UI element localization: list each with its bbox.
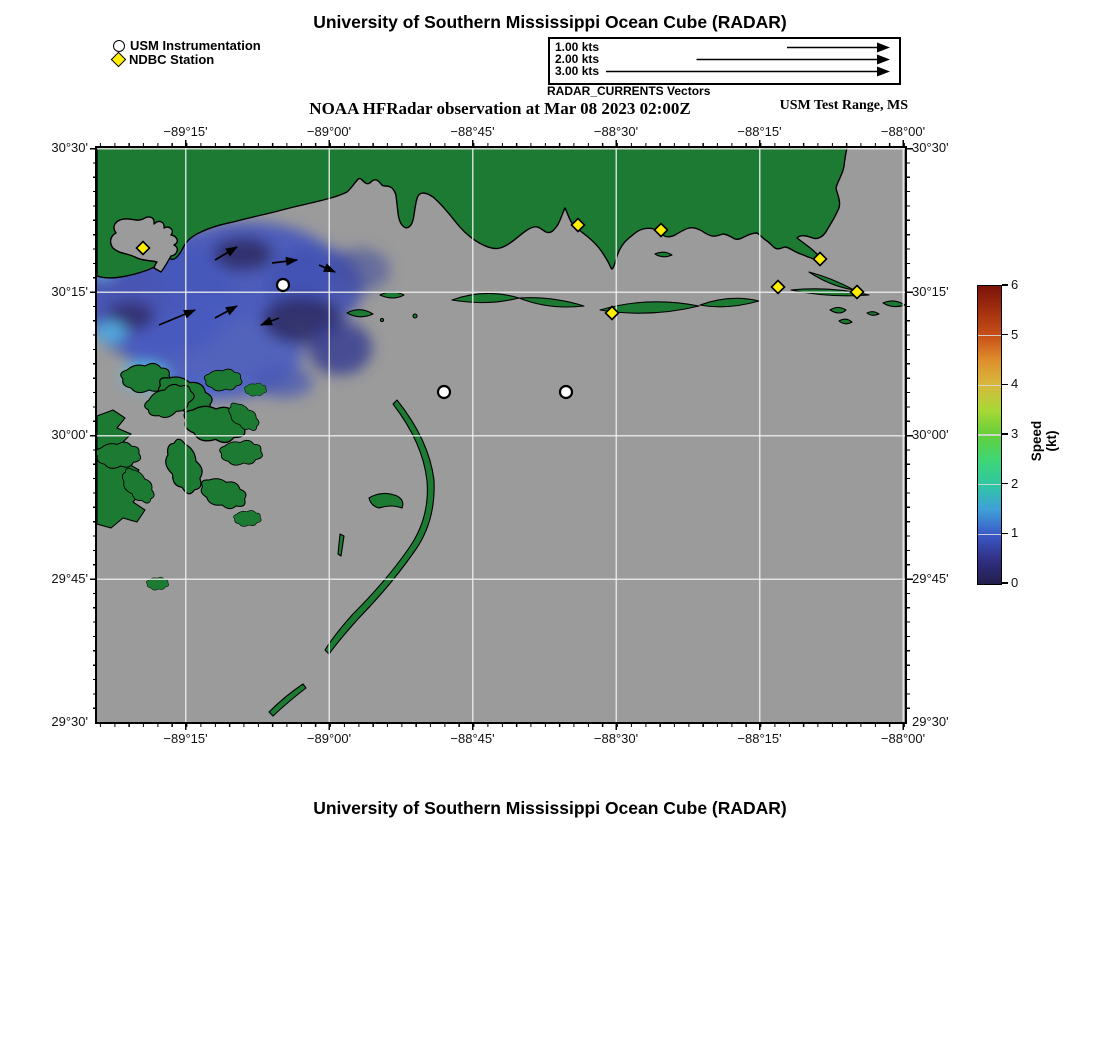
map-frame <box>95 146 907 724</box>
legend-label: USM Instrumentation <box>130 38 261 53</box>
colorbar-hairline <box>978 484 1001 486</box>
colorbar-tick-label: 2 <box>1011 475 1019 491</box>
x-axis-minor-ticks-bottom <box>97 723 905 727</box>
scale-row-label: 1.00 kts <box>555 40 600 54</box>
observation-subtitle: NOAA HFRadar observation at Mar 08 2023 02:00Z <box>309 99 691 118</box>
x-axis-minor-ticks-top <box>97 143 905 147</box>
colorbar-tick-label: 5 <box>1011 326 1019 342</box>
colorbar-tick <box>1002 582 1008 584</box>
x-tick-label: −88°15' <box>737 124 782 139</box>
colorbar-tick <box>1002 284 1008 286</box>
y-tick-label: 29°45' <box>912 570 949 586</box>
y-tick-label: 30°15' <box>51 283 88 299</box>
colorbar-tick <box>1002 433 1008 435</box>
colorbar-tick-label: 0 <box>1011 575 1019 590</box>
colorbar-tick-label: 1 <box>1011 525 1019 541</box>
colorbar-tick-label: 6 <box>1011 277 1019 292</box>
colorbar-tick-label: 3 <box>1011 426 1019 441</box>
y-tick-label: 30°00' <box>912 427 949 442</box>
ndbc-station-icon <box>111 52 127 68</box>
y-tick-label: 30°15' <box>912 283 949 299</box>
scale-arrow-head <box>877 67 890 77</box>
y-tick-label: 29°30' <box>912 714 949 729</box>
x-tick-label: −89°15' <box>163 731 208 746</box>
x-tick-label: −88°00' <box>880 124 926 139</box>
scale-row-label: 2.00 kts <box>555 52 600 66</box>
colorbar-hairline <box>978 335 1001 337</box>
x-tick-label: −88°15' <box>737 731 782 746</box>
region-label: USM Test Range, MS <box>779 98 908 113</box>
x-tick-label: −88°00' <box>880 731 926 746</box>
y-tick-label: 30°00' <box>51 427 88 442</box>
y-axis-minor-ticks-left <box>93 148 97 722</box>
legend-label: NDBC Station <box>129 52 215 67</box>
colorbar-axis-label: Speed (kt) <box>1029 420 1059 462</box>
scale-arrows <box>550 39 899 83</box>
colorbar-tick <box>1002 384 1008 386</box>
scale-row-label: 3.00 kts <box>555 64 600 78</box>
colorbar-tick-label: 4 <box>1011 376 1019 392</box>
y-tick-label: 29°30' <box>51 714 88 729</box>
colorbar-tick <box>1002 483 1008 485</box>
x-tick-label: −88°30' <box>593 124 639 139</box>
x-tick-label: −88°45' <box>450 731 495 746</box>
x-tick-label: −89°00' <box>306 124 352 139</box>
y-axis-minor-ticks-right <box>906 148 910 722</box>
x-tick-label: −88°45' <box>450 124 495 139</box>
colorbar-hairline <box>978 385 1001 387</box>
y-tick-label: 30°30' <box>51 140 88 155</box>
x-tick-label: −89°00' <box>306 731 352 746</box>
colorbar-hairline <box>978 534 1001 536</box>
bottom-title: University of Southern Mississippi Ocean Cube (RADAR) <box>313 798 787 818</box>
legend-item-ndbc <box>113 52 214 67</box>
colorbar-tick <box>1002 533 1008 535</box>
x-tick-label: −89°15' <box>163 124 208 139</box>
x-tick-label: −88°30' <box>593 731 639 746</box>
page-title: University of Southern Mississippi Ocean Cube (RADAR) <box>313 12 787 32</box>
vector-scale-caption: RADAR_CURRENTS Vectors <box>547 84 711 98</box>
legend-item-usm <box>113 38 261 53</box>
y-tick-label: 29°45' <box>51 570 88 586</box>
scale-arrow-head <box>877 43 890 53</box>
vector-scale-box <box>548 37 901 85</box>
usm-instrumentation-icon <box>113 40 125 52</box>
colorbar-tick <box>1002 334 1008 336</box>
colorbar-hairline <box>978 434 1001 436</box>
speed-colorbar <box>977 285 1002 585</box>
y-tick-label: 30°30' <box>912 140 949 155</box>
scale-arrow-head <box>877 55 890 65</box>
